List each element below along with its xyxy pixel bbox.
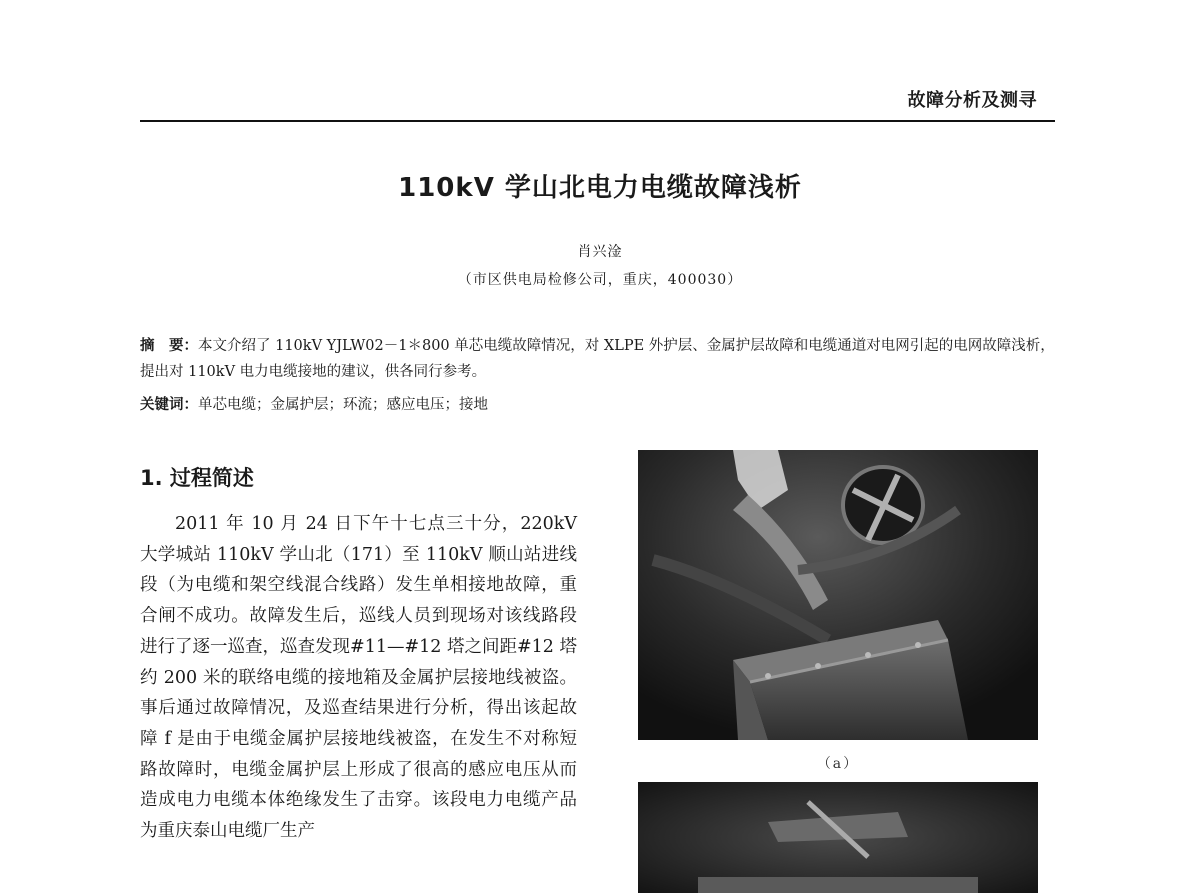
header-rule: [140, 120, 1055, 122]
author-affiliation: （市区供电局检修公司，重庆，400030）: [457, 272, 743, 288]
section-body: 2011 年 10 月 24 日下午十七点三十分，220kV 大学城站 110kV 学山北（171）至 110kV 顺山站进线段（为电缆和架空线混合线路）发生单相接地故障，重合闸不成功。故障发生后，巡线人员到现场对该线路段进行了逐一巡查，巡查发现#11—#12 塔之间距#12 塔约 200 米的联络电缆的接地箱及金属护层接地线被盗。事后通过故障情况，及巡查结果进行分析，得出该起故障 f 是由于电缆金属护层接地线被盗，在发生不对称短路故障时，电缆金属护层上形成了很高的感应电压从而造成电力电缆本体绝缘发生了击穿。该段电力电缆产品为重庆泰山电缆厂生产: [140, 514, 577, 842]
abstract-label: 摘 要：: [140, 338, 198, 354]
figure-caption-a: （a）: [816, 756, 860, 772]
figure-photo-a: [638, 450, 1038, 740]
abstract: [140, 333, 1055, 385]
keywords-label: 关键词：: [140, 397, 198, 413]
paper-title: 110kV 学山北电力电缆故障浅析: [398, 173, 802, 203]
author-name: 肖兴淦: [577, 244, 623, 260]
journal-section-label: 故障分析及测寻: [907, 90, 1037, 111]
section-heading: 1. 过程简述: [140, 466, 254, 490]
abstract-text: 本文介绍了 110kV YJLW02－1＊800 单芯电缆故障情况，对 XLPE 外护层、金属护层故障和电缆通道对电网引起的电网故障浅析，提出对 110kV 电力电缆接地的建议，供各同行参考。: [140, 338, 1055, 380]
keywords-text: 单芯电缆；金属护层；环流；感应电压；接地: [198, 397, 488, 413]
keywords: [140, 392, 1055, 418]
figure-photo-b: [638, 782, 1038, 893]
